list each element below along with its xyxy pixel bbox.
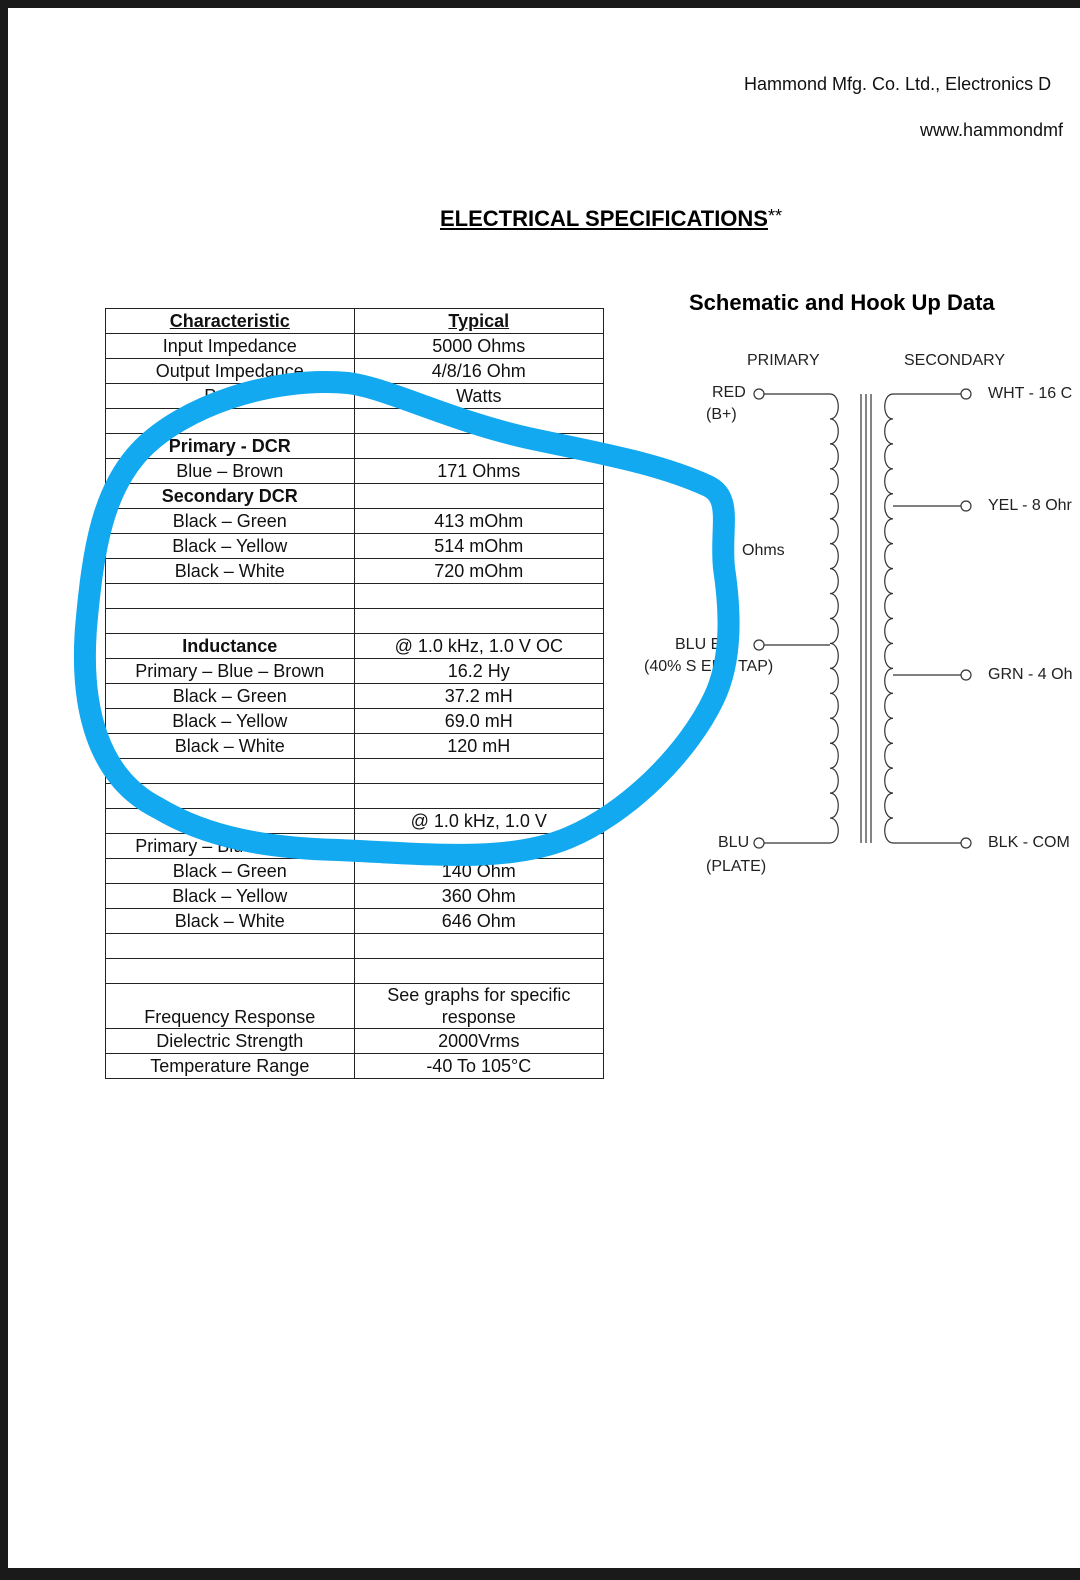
title-text: ELECTRICAL SPECIFICATIONS [440, 206, 768, 231]
terminal-wht [961, 389, 971, 399]
header-typical: Typical [354, 309, 603, 334]
row-label: Input Impedance [106, 334, 355, 359]
document-page [8, 8, 1080, 1568]
row-label: Black – Yellow [106, 884, 355, 909]
website-header: www.hammondmf [920, 120, 1064, 140]
row-label: Black – Yellow [106, 534, 355, 559]
screen-tap-label: (40% S EEN TAP) [644, 658, 774, 675]
schematic-diagram [8, 8, 1080, 1568]
grn-label: GRN - 4 Oh [988, 666, 1073, 683]
primary-coil [830, 394, 838, 843]
ohms-label: Ohms [742, 542, 785, 559]
row-label: Primary - DCR [106, 434, 355, 459]
plate-label: (PLATE) [706, 858, 767, 875]
b-plus-label: (B+) [706, 406, 737, 423]
header-characteristic: Characteristic [106, 309, 355, 334]
row-label: Primary – Blue – Brown [106, 659, 355, 684]
row-label: Black – Green [106, 509, 355, 534]
company-header: Hammond Mfg. Co. Ltd., Electronics D [744, 74, 1052, 94]
terminal-blu-yel [754, 640, 764, 650]
blk-label: BLK - COM [988, 834, 1070, 851]
row-label: Blue – Brown [106, 459, 355, 484]
row-value: Watts [354, 384, 603, 409]
terminal-red [754, 389, 764, 399]
row-value: 5000 Ohms [354, 334, 603, 359]
row-label: Black – Green [106, 684, 355, 709]
row-label: Black – White [106, 909, 355, 934]
terminal-blk [961, 838, 971, 848]
row-value: @ 1.0 kHz, 1.0 V OC [354, 634, 603, 659]
red-label: RED [712, 384, 746, 401]
secondary-coil [885, 394, 893, 843]
row-value: 4/8/16 Ohm [354, 359, 603, 384]
row-value: @ 1.0 kHz, 1.0 V [354, 809, 603, 834]
row-label: Black – Green [106, 859, 355, 884]
row-label: Black – Yellow [106, 709, 355, 734]
row-label: Output Impedance [106, 359, 355, 384]
row-label: Inductance [106, 634, 355, 659]
blu-label: BLU [718, 834, 750, 851]
row-value: 120 mH [354, 734, 603, 759]
row-value: See graphs for specific response [354, 984, 603, 1029]
row-value: 69.0 mH [354, 709, 603, 734]
row-label: Black – White [106, 559, 355, 584]
row-value: 16.2 Hy [354, 659, 603, 684]
row-label: Power [106, 384, 355, 409]
row-value: 646 Ohm [354, 909, 603, 934]
row-value: 514 mOhm [354, 534, 603, 559]
terminal-yel [961, 501, 971, 511]
row-label: Secondary DCR [106, 484, 355, 509]
wht-label: WHT - 16 C [988, 385, 1073, 402]
terminal-grn [961, 670, 971, 680]
yel-label: YEL - 8 Ohr [988, 497, 1072, 514]
row-value: 360 Ohm [354, 884, 603, 909]
row-value: 171 Ohms [354, 459, 603, 484]
row-value: 140 Ohm [354, 859, 603, 884]
row-label: Dielectric Strength [106, 1029, 355, 1054]
row-value: 2000Vrms [354, 1029, 603, 1054]
row-value: 37.2 mH [354, 684, 603, 709]
blu-yel-label: BLU EL [675, 636, 731, 653]
secondary-label: SECONDARY [904, 352, 1006, 369]
row-label: Frequency Response [106, 984, 355, 1029]
title-footnote-marker: ** [767, 206, 782, 226]
terminal-blu [754, 838, 764, 848]
row-label: Temperature Range [106, 1054, 355, 1079]
row-value: -40 To 105°C [354, 1054, 603, 1079]
row-label: Primary – Blue – Brown [106, 834, 355, 859]
row-label: Black – White [106, 734, 355, 759]
primary-label: PRIMARY [747, 352, 820, 369]
row-value: 720 mOhm [354, 559, 603, 584]
schematic-title: Schematic and Hook Up Data [689, 290, 995, 315]
row-value: 413 mOhm [354, 509, 603, 534]
